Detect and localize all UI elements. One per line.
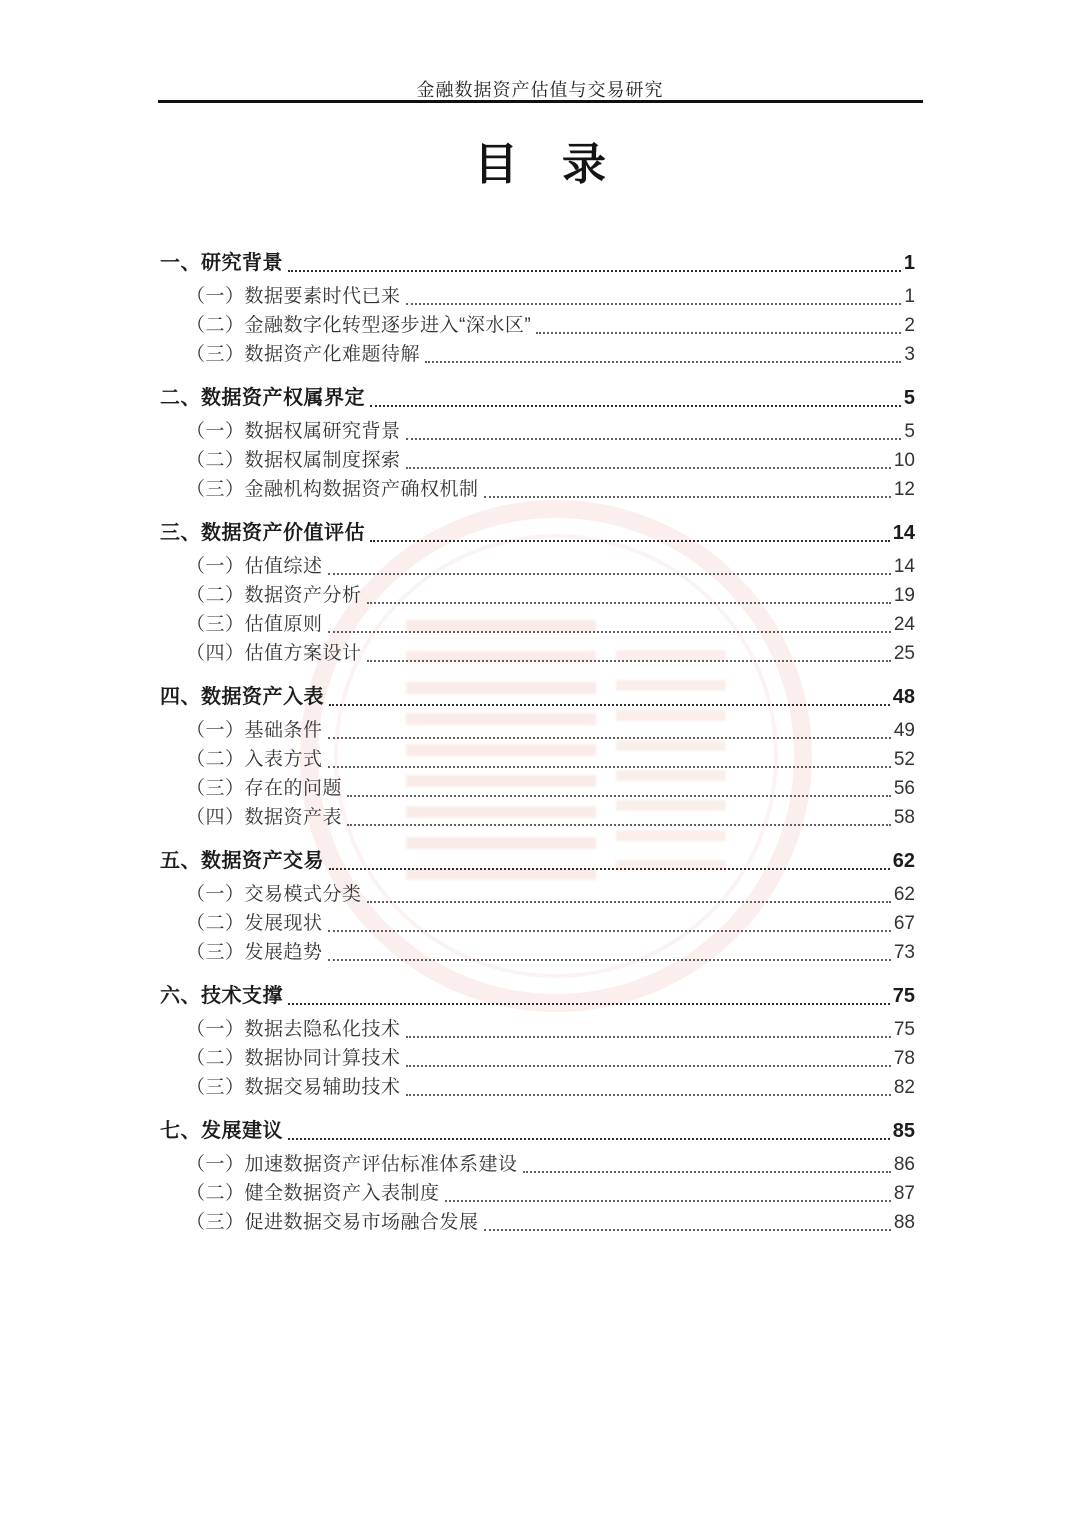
toc-list (160, 240, 915, 1237)
dotted-leader (367, 901, 891, 903)
dotted-leader (370, 540, 890, 542)
toc-section (160, 682, 915, 832)
dotted-leader (370, 405, 901, 407)
toc-page-number: 19 (893, 585, 915, 606)
dotted-leader (367, 602, 891, 604)
dotted-leader (288, 1138, 890, 1140)
dotted-leader (288, 1003, 890, 1005)
toc-page-number: 14 (893, 556, 915, 577)
dotted-leader (347, 795, 891, 797)
toc-entry-label: （三）发展趋势 (186, 942, 323, 963)
toc-sub-entry (160, 581, 915, 610)
toc-entry-label: （二）数据资产分析 (186, 585, 362, 606)
dotted-leader (406, 467, 891, 469)
toc-entry-label: （二）数据权属制度探索 (186, 450, 401, 471)
toc-sub-entry (160, 909, 915, 938)
toc-section-entry (160, 981, 915, 1011)
toc-sub-entry (160, 340, 915, 369)
dotted-leader (406, 1094, 891, 1096)
toc-section (160, 1116, 915, 1237)
toc-section-entry (160, 383, 915, 413)
dotted-leader (328, 930, 891, 932)
toc-entry-label: （一）数据去隐私化技术 (186, 1019, 401, 1040)
dotted-leader (523, 1171, 891, 1173)
toc-page-number: 2 (904, 315, 915, 336)
toc-section-entry (160, 518, 915, 548)
toc-page-number: 24 (893, 614, 915, 635)
toc-entry-label: 二、数据资产权属界定 (160, 387, 365, 409)
toc-page-number: 85 (892, 1120, 915, 1142)
dotted-leader (445, 1200, 891, 1202)
toc-page-number: 78 (893, 1048, 915, 1069)
toc-sub-entry (160, 1044, 915, 1073)
toc-entry-label: （二）数据协同计算技术 (186, 1048, 401, 1069)
toc-entry-label: （一）交易模式分类 (186, 884, 362, 905)
dotted-leader (406, 1036, 891, 1038)
toc-page-number: 75 (892, 985, 915, 1007)
dotted-leader (328, 737, 891, 739)
toc-page-number: 25 (893, 643, 915, 664)
dotted-leader (406, 1065, 891, 1067)
toc-entry-label: （一）基础条件 (186, 720, 323, 741)
toc-section-entry (160, 682, 915, 712)
toc-sub-entry (160, 1208, 915, 1237)
toc-entry-label: 四、数据资产入表 (160, 686, 324, 708)
toc-entry-label: 六、技术支撑 (160, 985, 283, 1007)
toc-page-number: 58 (893, 807, 915, 828)
toc-page-number: 75 (893, 1019, 915, 1040)
toc-page-number: 14 (892, 522, 915, 544)
toc-entry-label: 三、数据资产价值评估 (160, 522, 365, 544)
toc-entry-label: （一）估值综述 (186, 556, 323, 577)
toc-page-number: 12 (893, 479, 915, 500)
toc-section-entry (160, 1116, 915, 1146)
dotted-leader (329, 704, 890, 706)
dotted-leader (329, 868, 890, 870)
dotted-leader (347, 824, 891, 826)
dotted-leader (328, 959, 891, 961)
toc-sub-entry (160, 1179, 915, 1208)
toc-page-number: 88 (893, 1212, 915, 1233)
toc-sub-entry (160, 552, 915, 581)
toc-entry-label: （二）发展现状 (186, 913, 323, 934)
dotted-leader (328, 766, 891, 768)
toc-entry-label: 一、研究背景 (160, 252, 283, 274)
dotted-leader (484, 1229, 891, 1231)
toc-page-number: 62 (893, 884, 915, 905)
toc-entry-label: （三）估值原则 (186, 614, 323, 635)
toc-sub-entry (160, 475, 915, 504)
toc-page-number: 1 (903, 252, 915, 274)
toc-entry-label: 五、数据资产交易 (160, 850, 324, 872)
toc-sub-entry (160, 880, 915, 909)
toc-sub-entry (160, 446, 915, 475)
toc-sub-entry (160, 282, 915, 311)
toc-section-entry (160, 846, 915, 876)
toc-page-number: 5 (904, 421, 915, 442)
dotted-leader (536, 332, 901, 334)
dotted-leader (484, 496, 891, 498)
toc-sub-entry (160, 639, 915, 668)
dotted-leader (328, 631, 891, 633)
toc-page-number: 52 (893, 749, 915, 770)
toc-entry-label: （四）估值方案设计 (186, 643, 362, 664)
running-head-title: 金融数据资产估值与交易研究 (416, 80, 664, 100)
toc-page-number: 3 (904, 344, 915, 365)
toc-section (160, 981, 915, 1102)
toc-section (160, 248, 915, 369)
toc-page-number: 49 (893, 720, 915, 741)
toc-sub-entry (160, 1015, 915, 1044)
toc-sub-entry (160, 311, 915, 340)
toc-sub-entry (160, 716, 915, 745)
toc-page-number: 86 (893, 1154, 915, 1175)
toc-sub-entry (160, 803, 915, 832)
toc-entry-label: （三）数据交易辅助技术 (186, 1077, 401, 1098)
dotted-leader (367, 660, 891, 662)
toc-sub-entry (160, 938, 915, 967)
toc-entry-label: （四）数据资产表 (186, 807, 343, 828)
toc-entry-label: （二）金融数字化转型逐步进入“深水区” (186, 315, 532, 336)
toc-page-number: 67 (893, 913, 915, 934)
toc-entry-label: （三）数据资产化难题待解 (186, 344, 421, 365)
toc-page-number: 48 (892, 686, 915, 708)
dotted-leader (328, 573, 891, 575)
toc-sub-entry (160, 1073, 915, 1102)
toc-entry-label: （二）健全数据资产入表制度 (186, 1183, 440, 1204)
toc-sub-entry (160, 417, 915, 446)
toc-sub-entry (160, 774, 915, 803)
toc-page-number: 87 (893, 1183, 915, 1204)
toc-page-number: 10 (893, 450, 915, 471)
toc-entry-label: （三）存在的问题 (186, 778, 343, 799)
dotted-leader (406, 303, 902, 305)
toc-entry-label: （三）金融机构数据资产确权机制 (186, 479, 479, 500)
toc-page-number: 62 (892, 850, 915, 872)
toc-entry-label: （三）促进数据交易市场融合发展 (186, 1212, 479, 1233)
toc-sub-entry (160, 610, 915, 639)
dotted-leader (406, 438, 902, 440)
toc-entry-label: 七、发展建议 (160, 1120, 283, 1142)
toc-sub-entry (160, 1150, 915, 1179)
toc-page-number: 73 (893, 942, 915, 963)
toc-page-number: 82 (893, 1077, 915, 1098)
toc-sub-entry (160, 745, 915, 774)
header-rule (158, 100, 923, 103)
dotted-leader (425, 361, 901, 363)
toc-title: 目 录 (474, 140, 606, 189)
dotted-leader (288, 270, 901, 272)
toc-section-entry (160, 248, 915, 278)
toc-section (160, 518, 915, 668)
toc-entry-label: （一）加速数据资产评估标准体系建设 (186, 1154, 518, 1175)
toc-page-number: 1 (904, 286, 915, 307)
toc-entry-label: （二）入表方式 (186, 749, 323, 770)
toc-section (160, 846, 915, 967)
toc-entry-label: （一）数据权属研究背景 (186, 421, 401, 442)
toc-section (160, 383, 915, 504)
toc-page-number: 5 (903, 387, 915, 409)
toc-entry-label: （一）数据要素时代已来 (186, 286, 401, 307)
toc-page-number: 56 (893, 778, 915, 799)
